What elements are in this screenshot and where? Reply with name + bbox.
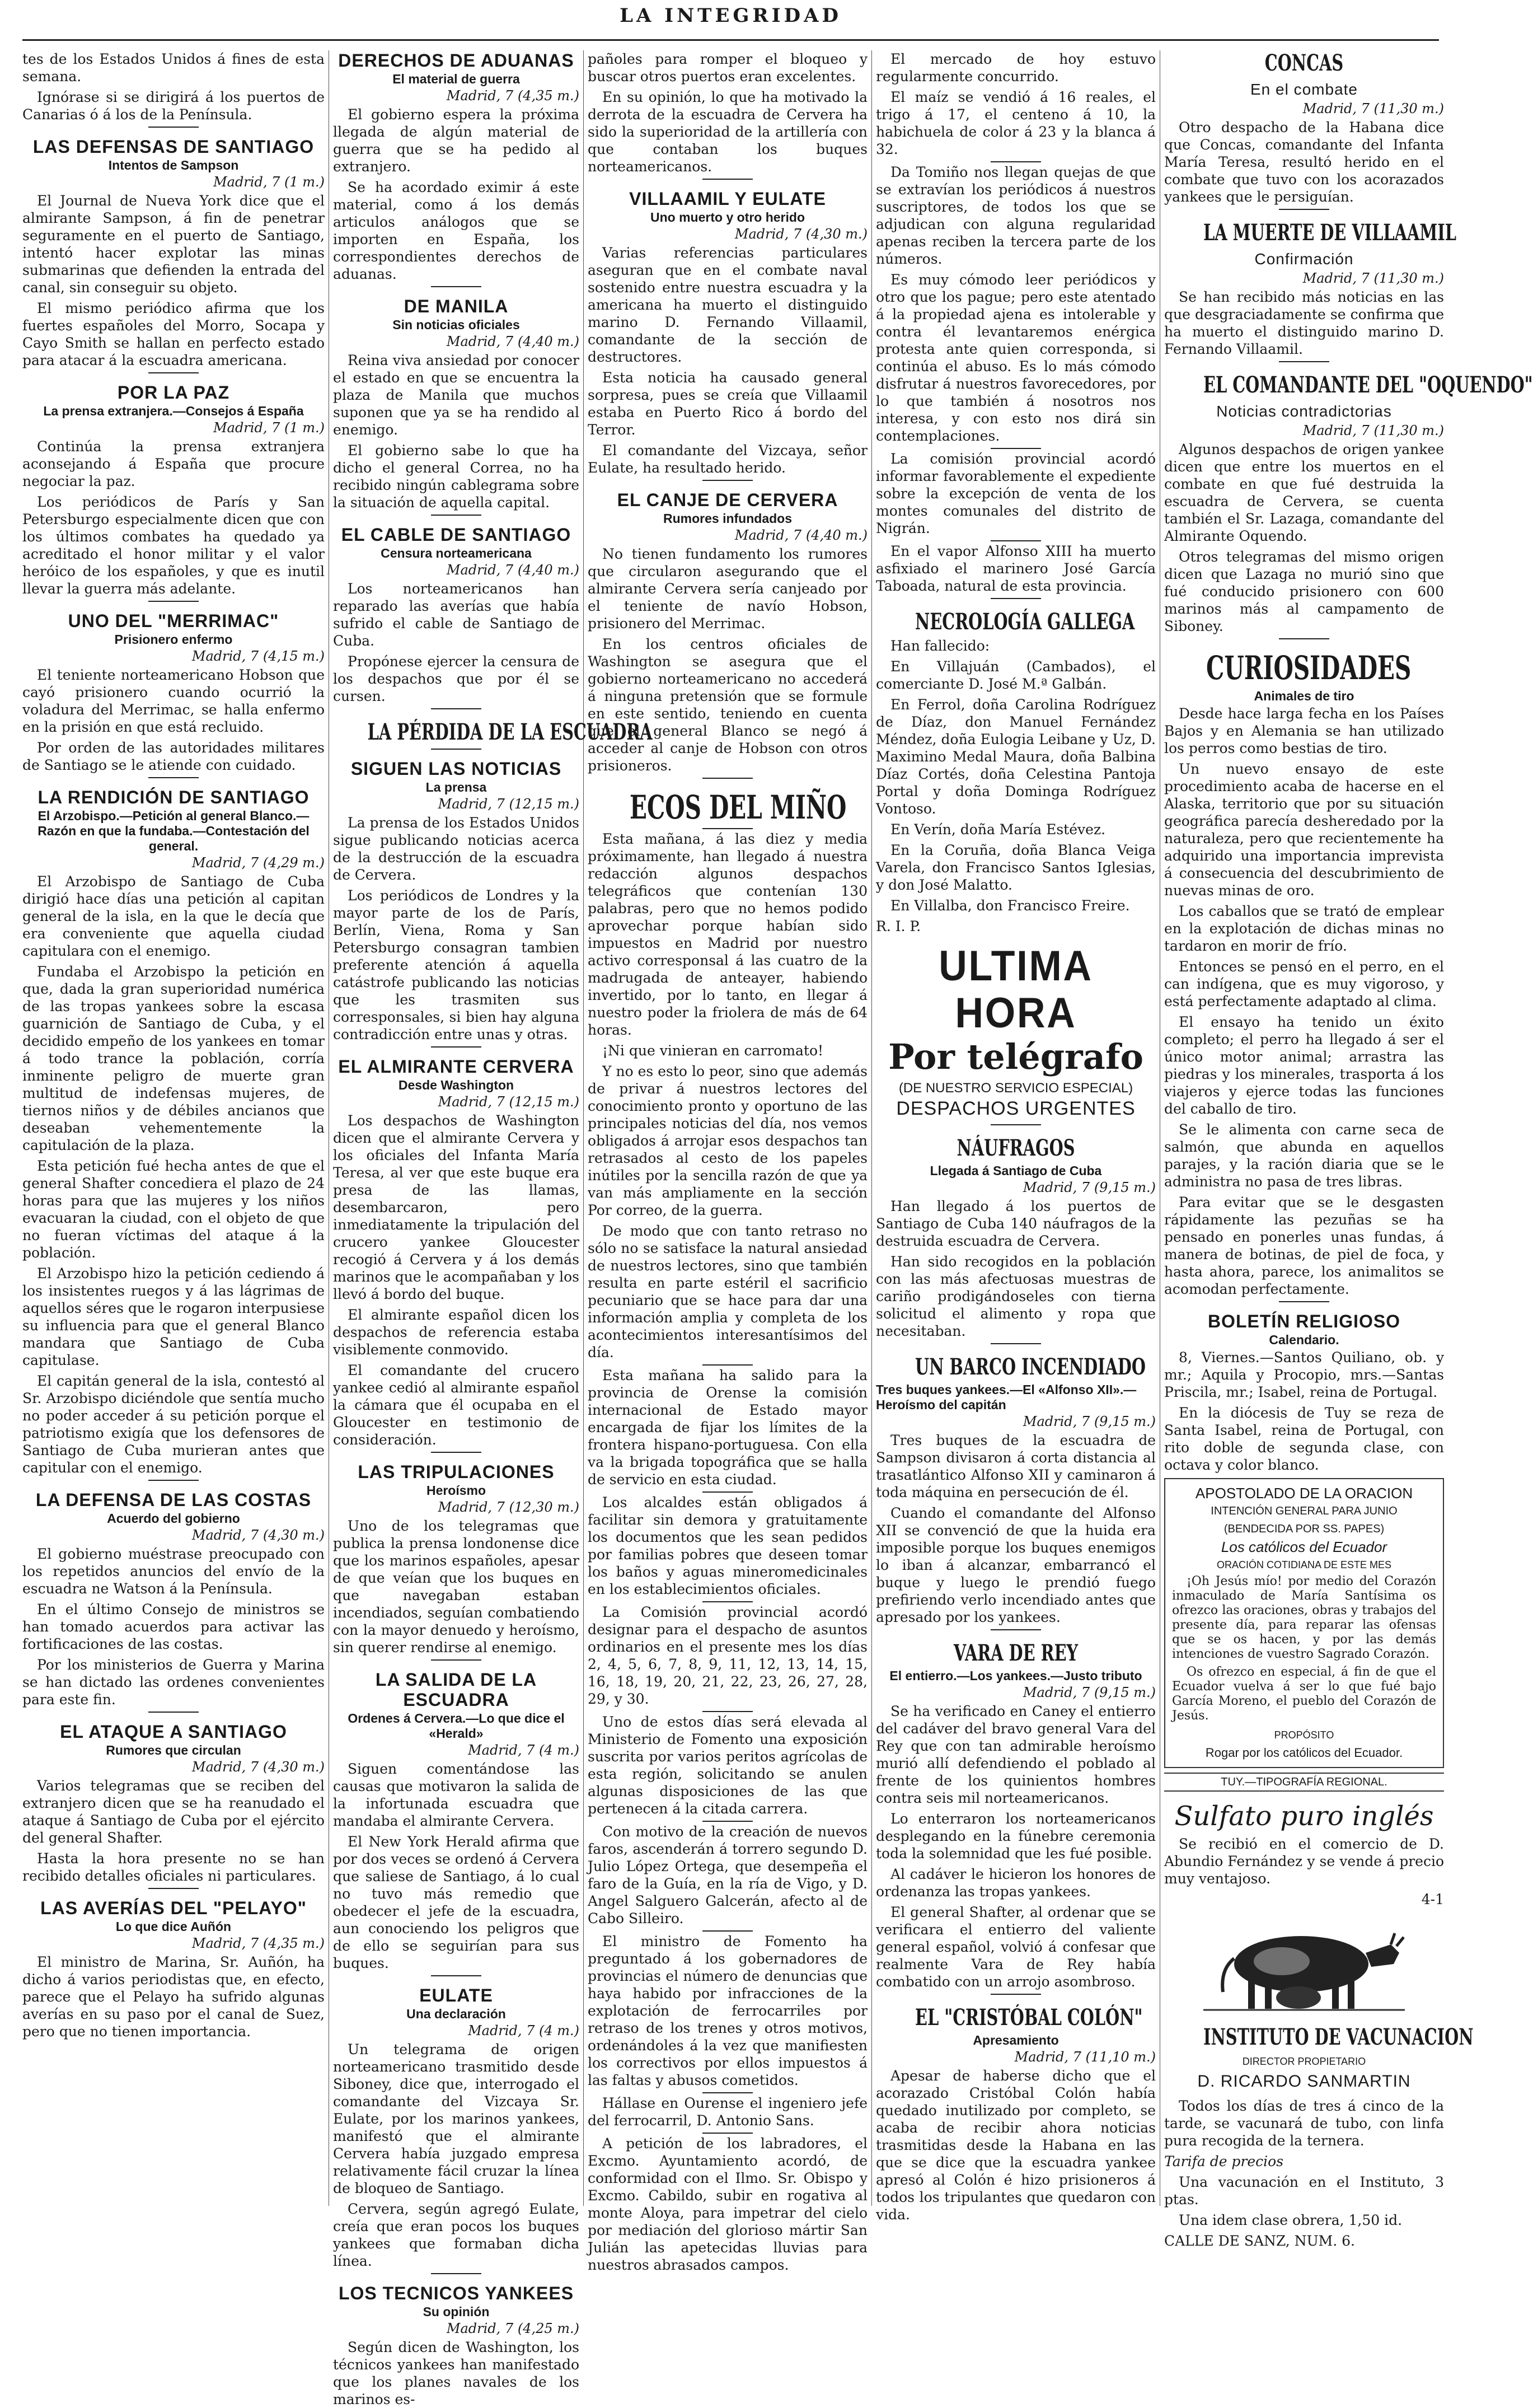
headline: SIGUEN LAS NOTICIAS xyxy=(350,759,562,779)
divider xyxy=(431,749,481,750)
ultima-hora-banner: ULTIMA HORA xyxy=(939,942,1093,1037)
article-text: El ministro de Fomento ha preguntado á los gobernadores de provincias el número de denuncias que haya habido por infracciones de la explotación de ferrocarriles por retraso de los trenes y otros motivos, ordenándoles á la vez que manifiesten los correctivos por ellos impuestos á las faltas y abusos cometidos. xyxy=(588,1933,868,2088)
article-text: El gobierno sabe lo que ha dicho el general Correa, no ha recibido ningún cablegrama sobre la situación de aquella capital. xyxy=(333,442,579,511)
article-text: El mismo periódico afirma que los fuertes españoles del Morro, Socapa y Cayo Smith se hallan en perfecto estado para atacar á la escuadra americana. xyxy=(22,300,325,368)
headline: EL ALMIRANTE CERVERA xyxy=(338,1056,574,1077)
article-text: Los periódicos de Londres y la mayor parte de los de París, Berlín, Viena, Roma y San Petersburgo consagran tambien preferente atención á aquella catástrofe publicando las noticias que les trasmiten sus corresponsales, si bien hay alguna contradicción entre unas y otras. xyxy=(333,887,579,1042)
divider xyxy=(1279,361,1329,362)
article-text: En Ferrol, doña Carolina Rodríguez de Díaz, don Manuel Fernández Méndez, doña Eulogia Leibane y Uz, D. Maximino Medal Maura, doña Balbina Díaz Cortés, doña Celestina Pantoja Portal y doña Dominga Rodríguez Vontoso. xyxy=(876,696,1156,817)
headline: DERECHOS DE ADUANAS xyxy=(338,50,574,71)
headline: LAS TRIPULACIONES xyxy=(358,1462,555,1482)
subheadline: Apresamiento xyxy=(973,2033,1059,2047)
article-text: En la Coruña, doña Blanca Veiga Varela, don Francisco Santos Iglesias, y don José Malatto. xyxy=(876,842,1156,893)
article-text: En el vapor Alfonso XIII ha muerto asfixiado el marinero José García Taboada, natural de esta provincia. xyxy=(876,543,1156,594)
dateline: Madrid, 7 (11,10 m.) xyxy=(1014,2049,1156,2065)
dateline: Madrid, 7 (4,35 m.) xyxy=(191,1935,325,1951)
divider xyxy=(991,161,1041,162)
subheadline: El Arzobispo.—Petición al general Blanco.—Razón en que la fundaba.—Contestación del general. xyxy=(37,808,310,853)
article-text: La Comisión provincial acordó designar para el despacho de asuntos ordinarios en el presente mes los días 2, 4, 5, 6, 7, 8, 9, 11, 12, 13, 14, 15, 16, 18, 19, 20, 21, 22, 23, 26, 27, 28, 29, y 30. xyxy=(588,1604,868,1707)
article-text: Varios telegramas que se reciben del extranjero dicen que se ha reanudado el ataque á Santiago de Cuba por el ejército del general Shafter. xyxy=(22,1778,325,1846)
article-text: Han fallecido: xyxy=(890,638,990,654)
article-text: En Verín, doña María Estévez. xyxy=(890,821,1106,838)
divider xyxy=(991,1124,1041,1125)
divider xyxy=(148,601,199,602)
article-text: Continúa la prensa extranjera aconsejando á España que procure negociar la paz. xyxy=(22,438,325,489)
divider xyxy=(702,179,753,180)
service-note: (DE NUESTRO SERVICIO ESPECIAL) xyxy=(898,1081,1133,1096)
column-2 xyxy=(333,50,653,2407)
dateline: Madrid, 7 (4,29 m.) xyxy=(191,855,325,871)
ad-text: Una idem clase obrera, 1,50 id. xyxy=(1179,2212,1403,2228)
article-text: En los centros oficiales de Washington se asegura que el gobierno norteamericano no accederá á ninguna pretensión que se formule en este sentido, teniendo en cuenta que el general Blanco se negó á acceder al canje de Hobson con otros prisioneros. xyxy=(588,636,868,774)
article-text: En su opinión, lo que ha motivado la derrota de la escuadra de Cervera ha sido la superioridad de la artillería con que contaban los buques norteamericanos. xyxy=(588,89,868,175)
article-text: Han sido recogidos en la población con las más afectuosas muestras de cariño prodigándoseles con tierna solicitud el alimento y ropa que necesitaban. xyxy=(876,1254,1156,1339)
subheadline: Una declaración xyxy=(406,2007,506,2021)
article-text: El capitán general de la isla, contestó al Sr. Arzobispo diciéndole que sentía mucho no poder acceder á su petición porque el patriotismo exigía que los defensores de Santiago de Cuba murieran antes que capitular con el enemigo. xyxy=(22,1373,325,1476)
article-text: El ministro de Marina, Sr. Auñón, ha dicho á varios periodistas que, en efecto, parece que el Pelayo ha sufrido algunas averías en su paso por el canal de Suez, pero que no tienen importancia. xyxy=(22,1954,325,2040)
article-text: Lo enterraron los norteamericanos desplegando en la fúnebre ceremonia toda la solemnidad que les fué posible. xyxy=(876,1811,1156,1862)
dateline: Madrid, 7 (4,40 m.) xyxy=(446,334,579,349)
article-text: El general Shafter, al ordenar que se verificara el entierro del valiente general español, volvió á confesar que realmente Vara de Rey había combatido con un arrojo asombroso. xyxy=(876,1904,1156,1990)
article-text: ¡Ni que vinieran en carromato! xyxy=(602,1042,824,1059)
article-text: Se ha acordado eximir á este material, como á los demás articulos análogos que se importen en España, los correspondientes derechos de aduanas. xyxy=(333,179,579,282)
article-text: Y no es esto lo peor, sino que además de privar á nuestros lectores del conocimiento pronto y oportuno de las principales noticias del día, nos vemos obligados á arrojar esos despachos tan retrasados al cesto de los papeles inútiles por la sencilla razón de que ya van más ampliamente en la sección Por correo, de la guerra. xyxy=(588,1063,868,1218)
divider xyxy=(702,1491,753,1493)
article-text: Hállase en Ourense el ingeniero jefe del ferrocarril, D. Antonio Sans. xyxy=(588,2095,868,2129)
headline: NÁUFRAGOS xyxy=(957,1135,1075,1161)
subheadline: Noticias contradictorias xyxy=(1216,403,1392,420)
box-line: Los católicos del Ecuador xyxy=(1221,1539,1387,1555)
divider xyxy=(991,540,1041,541)
headline: VILLAAMIL Y EULATE xyxy=(629,189,826,209)
subheadline: La prensa extranjera.—Consejos á España xyxy=(43,404,304,418)
subheadline: Prisionero enfermo xyxy=(114,632,233,647)
article-text: pañoles para romper el bloqueo y buscar otros puertos eran excelentes. xyxy=(588,51,868,85)
divider xyxy=(148,1888,199,1889)
article-text: Uno de los telegramas que publica la prensa londonense dice que los marinos españoles, apesar de que veían que los buques en que navegaban estaban incendiados, seguían combatiendo con la mayor denuedo y heroísmo, sin querer rendirse al enemigo. xyxy=(333,1518,579,1656)
box-title: APOSTOLADO DE LA ORACION xyxy=(1195,1485,1413,1502)
divider xyxy=(702,1711,753,1712)
article-text: 8, Viernes.—Santos Quiliano, ob. y mr.; Aquila y Procopio, mrs.—Santas Priscila, mr.; Isabel, reina de Portugal. xyxy=(1164,1349,1444,1400)
ad-text: Todos los días de tres á cinco de la tarde, se vacunará de tubo, con linfa pura recogida de la ternera. xyxy=(1164,2098,1444,2149)
ad-text: Una vacunación en el Instituto, 3 ptas. xyxy=(1164,2174,1444,2208)
divider xyxy=(702,2092,753,2093)
headline: EL COMANDANTE DEL "OQUENDO" xyxy=(1203,372,1533,398)
article-text: El maíz se vendió á 16 reales, el trigo á 17, el centeno á 10, la habichuela de color á 23 y la blanca á 32. xyxy=(876,89,1156,157)
article-text: Da Tomiño nos llegan quejas de que se extravían los periódicos á nuestros suscriptores, de todos los que se adjudican con alguna regularidad apenas reciben la tercera parte de los números. xyxy=(876,164,1156,267)
article-text: Se ha verificado en Caney el entierro del cadáver del bravo general Vara del Rey que con tan admirable heroísmo murió allí defendiendo el poblado al frente de los quinientos hombres contra seis mil norteamericanos. xyxy=(876,1703,1156,1806)
box-text: Os ofrezco en especial, á fin de que el Ecuador vuelva á ser lo que fué bajo García Moreno, el pueblo del Corazón de Jesús. xyxy=(1172,1665,1436,1723)
divider xyxy=(1279,638,1329,639)
article-text: Varias referencias particulares aseguran que en el combate naval sostenido entre nuestra escuadra y la americana ha muerto el distinguido marino D. Fernando Villaamil, comandante de la sección de destructores. xyxy=(588,245,868,365)
section-headline: NECROLOGÍA GALLEGA xyxy=(915,609,1135,635)
subheadline: Rumores que circulan xyxy=(106,1743,241,1757)
divider xyxy=(991,1629,1041,1630)
divider xyxy=(1279,209,1329,210)
divider xyxy=(991,448,1041,449)
dateline: Madrid, 7 (4 m.) xyxy=(468,1742,579,1758)
headline: LAS DEFENSAS DE SANTIAGO xyxy=(32,137,315,157)
masthead xyxy=(0,4,1461,38)
ad-sub: DIRECTOR PROPIETARIO xyxy=(1242,2056,1366,2067)
ad-text: Se recibió en el comercio de D. Abundio Fernández y se vende á precio muy ventajoso. xyxy=(1164,1836,1444,1887)
article-text: El gobierno muéstrase preocupado con los repetidos anuncios del envío de la escuadra ne Watson á la Península. xyxy=(22,1546,325,1597)
headline: LAS AVERÍAS DEL "PELAYO" xyxy=(40,1898,307,1918)
divider xyxy=(148,1480,199,1481)
article-text: Un nuevo ensayo de este procedimiento acaba de hacerse en el Alaska, territorio que por su situación geográfica parecía desheredado por la naturaleza, pero que recientemente ha adquirido una importancia imprevista á consecuencia del descubrimiento de nuevas minas de oro. xyxy=(1164,761,1444,899)
article-text: Otros telegramas del mismo origen dicen que Lazaga no murió sino que fué conducido prisionero con 600 marinos más al campamento de Siboney. xyxy=(1164,549,1444,634)
headline: EL ATAQUE A SANTIAGO xyxy=(60,1722,287,1742)
divider xyxy=(702,1601,753,1602)
dateline: Madrid, 7 (1 m.) xyxy=(213,420,325,436)
cow-illustration xyxy=(1198,1914,1410,2014)
headline: LA RENDICIÓN DE SANTIAGO xyxy=(37,787,310,807)
section-headline: LA PÉRDIDA DE LA ESCUADRA xyxy=(367,719,653,745)
section-headline: CURIOSIDADES xyxy=(1206,649,1412,687)
box-line: (BENDECIDA POR SS. PAPES) xyxy=(1223,1523,1385,1535)
article-text: Han llegado á los puertos de Santiago de Cuba 140 náufragos de la destruida escuadra de Cervera. xyxy=(876,1198,1156,1249)
subheadline: Desde Washington xyxy=(398,1078,514,1092)
ad-address: CALLE DE SANZ, NUM. 6. xyxy=(1164,2233,1355,2249)
divider xyxy=(148,1712,199,1713)
article-text: Un telegrama de origen norteamericano trasmitido desde Siboney, dice que, interrogado el comandante del Vizcaya Sr. Eulate, por los marinos yankees, manifestó que el almirante Cervera había juzgado empresa relativamente fácil cruzar la línea de bloqueo de Santiago. xyxy=(333,2041,579,2196)
article-text: Se le alimenta con carne seca de salmón, que abunda en aquellos parajes, y la ración diaria que se le administra no pasa de tres libras. xyxy=(1164,1121,1444,1190)
divider xyxy=(431,286,481,287)
headline: CONCAS xyxy=(1264,50,1344,76)
subheadline: Intentos de Sampson xyxy=(108,158,239,172)
article-text: De modo que con tanto retraso no sólo no se satisface la natural ansiedad de nuestros lectores, sino que también resulta en parte estéril el sacrificio pecuniario que se hace para dar una información amplia y completa de los acontecimientos interesantísimos del día. xyxy=(588,1223,868,1360)
subheadline: Lo que dice Auñón xyxy=(115,1919,232,1934)
dateline: Madrid, 7 (12,15 m.) xyxy=(438,796,579,812)
box-line: ORACIÓN COTIDIANA DE ESTE MES xyxy=(1216,1559,1392,1570)
divider xyxy=(702,1930,753,1932)
dateline: Madrid, 7 (11,30 m.) xyxy=(1302,423,1444,438)
divider xyxy=(431,515,481,516)
divider xyxy=(702,1821,753,1822)
article-text: El gobierno espera la próxima llegada de algún material de guerra que se ha pedido al extranjero. xyxy=(333,106,579,175)
article-text: Propónese ejercer la censura de los despachos que por él se cursen. xyxy=(333,653,579,704)
dateline: Madrid, 7 (12,30 m.) xyxy=(438,1499,579,1515)
dateline: Madrid, 7 (4,40 m.) xyxy=(446,562,579,578)
divider xyxy=(431,1659,481,1661)
article-text: Algunos despachos de origen yankee dicen que entre los muertos en el combate en que fué destruida la escuadra de Cervera, se cuenta también el Sr. Lazaga, comandante del Almirante Oquendo. xyxy=(1164,441,1444,544)
ad-number: 4-1 xyxy=(1421,1891,1444,1907)
article-text: Esta mañana, á las diez y media próximamente, han llegado á nuestra redacción algunos despachos telegráficos que contenían 130 palabras, pero que no hemos podido aprovechar porque habían sido impuestos en Madrid por nuestro activo corresponsal á las cuatro de la madrugada de anteayer, habiendo invertido, por lo tanto, en llegar á nuestro poder la friolera de más de 64 horas. xyxy=(588,831,868,1038)
ad-title: INSTITUTO DE VACUNACION xyxy=(1203,2024,1474,2050)
article-text: Es muy cómodo leer periódicos y otro que los pague; pero este atentado á la propiedad ajena es intolerable y contra él levantaremos enérgica protesta ante quien corresponda, si continúa el abuso. Es lo más cómodo disfrutar á nuestros favorecedores, por lo que también á nosotros nos interesa, y con esto nos dirá sin contemplaciones. xyxy=(876,272,1156,444)
subheadline: Confirmación xyxy=(1254,250,1354,268)
divider xyxy=(431,2273,481,2274)
article-text: Apesar de haberse dicho que el acorazado Cristóbal Colón había quedado inutilizado por completo, se acaba de recibir ahora noticias trasmitidas desde la Habana en las que se dice que la escuadra yankee apresó al Colón é hizo prisioneros á todos los tripulantes que quedaron con vida. xyxy=(876,2068,1156,2223)
dateline: Madrid, 7 (9,15 m.) xyxy=(1023,1180,1156,1195)
article-text: Otro despacho de la Habana dice que Concas, comandante del Infanta María Teresa, resultó herido en el combate que tuvo con los acorazados yankees que le persiguían. xyxy=(1164,119,1444,205)
article-text: Esta petición fué hecha antes de que el general Shafter concediera el plazo de 24 horas para que las mujeres y los niños evacuaran la ciudad, con el objeto de que no fueran víctimas del ataque á la población. xyxy=(22,1158,325,1261)
article-text: Los caballos que se trató de emplear en la explotación de dichas minas no tardaron en morir de frío. xyxy=(1164,903,1444,954)
dateline: Madrid, 7 (4,25 m.) xyxy=(446,2321,579,2336)
apostolado-box xyxy=(1164,1478,1444,1768)
subheadline: En el combate xyxy=(1250,81,1358,98)
article-text: Fundaba el Arzobispo la petición en que, dada la gran superioridad numérica de las tropas yankees sobre la escasa guarnición de Santiago de Cuba, y el decidido empeño de los yankees en tomar á todo trance la población, corría inminente peligro de muerte gran multitud de indefensas mujeres, de tiernos niños y de débiles ancianos que deseaban vehementemente la capitulación de la plaza. xyxy=(22,964,325,1153)
dateline: Madrid, 7 (1 m.) xyxy=(213,174,325,190)
column-divider xyxy=(583,50,584,2206)
rip: R. I. P. xyxy=(876,918,921,934)
subheadline: Sin noticias oficiales xyxy=(392,317,520,332)
dateline: Madrid, 7 (9,15 m.) xyxy=(1023,1414,1156,1429)
divider xyxy=(148,372,199,373)
article-text: En Villajuán (Cambados), el comerciante D. José M.ª Galbán. xyxy=(876,658,1156,692)
article-text: No tienen fundamento los rumores que circularon asegurando que el almirante Cervera sería canjeado por el teniente de navío Hobson, prisionero del Merrimac. xyxy=(588,546,868,632)
headline: BOLETÍN RELIGIOSO xyxy=(1207,1311,1401,1331)
divider xyxy=(702,1364,753,1366)
subheadline: Rumores infundados xyxy=(663,511,792,526)
article-text: A petición de los labradores, el Excmo. Ayuntamiento acordó, de conformidad con el Ilmo. Sr. Obispo y Excmo. Cabildo, subir en rogativa al monte Aloya, para impetrar del cielo por mediación del glorioso mártir San Julián las apetecidas lluvias para nuestros abrasados campos. xyxy=(588,2135,868,2273)
article-text: En el último Consejo de ministros se han tomado acuerdos para activar las fortificaciones de las costas. xyxy=(22,1601,325,1652)
subheadline: Calendario. xyxy=(1269,1332,1339,1347)
divider xyxy=(702,778,753,779)
masthead-title: LA INTEGRIDAD xyxy=(620,4,842,27)
subheadline: El entierro.—Los yankees.—Justo tributo xyxy=(889,1668,1142,1683)
article-text: Cervera, según agregó Eulate, creía que eran pocos los buques yankees que formaban dicha línea. xyxy=(333,2201,579,2269)
article-text: El comandante del crucero yankee cedió al almirante español la cámara que él ocupaba en el Gloucester en testimonio de consideración. xyxy=(333,1362,579,1448)
subheadline: Tres buques yankees.—El «Alfonso XII».—Heroísmo del capitán xyxy=(876,1382,1137,1412)
divider xyxy=(431,1452,481,1453)
column-4 xyxy=(876,50,1156,2223)
divider xyxy=(702,2133,753,2134)
column-3 xyxy=(588,50,868,2273)
article-text: Hasta la hora presente no se han recibido detalles oficiales ni particulares. xyxy=(22,1850,325,1884)
article-text: El Journal de Nueva York dice que el almirante Sampson, á fin de penetrar seguramente en el puerto de Santiago, intentó hacer explotar las minas submarinas que defienden la entrada del canal, sin conseguir su objeto. xyxy=(22,193,325,296)
ad-title: Sulfato puro inglés xyxy=(1174,1801,1434,1832)
dateline: Madrid, 7 (4,40 m.) xyxy=(734,527,868,543)
article-text: Desde hace larga fecha en los Países Bajos y en Alemania se han utilizado los perros como bestias de tiro. xyxy=(1164,705,1444,756)
article-text: Cuando el comandante del Alfonso XII se convenció de que la huida era imposible porque los buques enemigos lo iban á alcanzar, embarrancó el buque y luego le prendió fuego prefiriendo verlo incendiado antes que apresado por los yankees. xyxy=(876,1505,1156,1625)
article-text: El teniente norteamericano Hobson que cayó prisionero cuando ocurrió la voladura del Merrimac, se halla enfermo en la prisión en que está recluido. xyxy=(22,667,325,735)
dateline: Madrid, 7 (4,15 m.) xyxy=(191,648,325,664)
article-text: Tres buques de la escuadra de Sampson divisaron á corta distancia al trasatlántico Alfonso XII y caminaron á toda máquina en persecución de él. xyxy=(876,1432,1156,1500)
box-line: INTENCIÓN GENERAL PARA JUNIO xyxy=(1211,1505,1398,1517)
column-1 xyxy=(22,50,325,2206)
headline: VARA DE REY xyxy=(953,1640,1079,1666)
divider xyxy=(148,127,199,128)
subheadline: Heroísmo xyxy=(426,1483,486,1498)
dateline: Madrid, 7 (9,15 m.) xyxy=(1023,1685,1156,1700)
subheadline: La prensa xyxy=(425,780,487,794)
headline: LA DEFENSA DE LAS COSTAS xyxy=(35,1490,312,1510)
printer-line: TUY.—TIPOGRAFÍA REGIONAL. xyxy=(1164,1773,1444,1792)
article-text: El mercado de hoy estuvo regularmente concurrido. xyxy=(876,51,1156,85)
por-telegrafo: Por telégrafo xyxy=(888,1036,1143,1077)
dateline: Madrid, 7 (11,30 m.) xyxy=(1302,101,1444,116)
box-text: ¡Oh Jesús mío! por medio del Corazón inmaculado de María Santísima os ofrezco las oraciones, obras y trabajos del presente día, para reparar las ofensas que se os hacen, y por las demás intenciones de vuestro Sagrado Corazón. xyxy=(1172,1574,1436,1661)
column-divider xyxy=(871,50,872,2206)
article-text: Con motivo de la creación de nuevos faros, ascenderán á torrero segundo D. Julio López Ortega, que desempeña el faro de la Guía, en la ría de Vigo, y D. Angel Salguero Galcerán, afecto al de Cabo Silleiro. xyxy=(588,1823,868,1927)
article-text: tes de los Estados Unidos á fines de esta semana. xyxy=(22,51,325,85)
article-text: Ignórase si se dirigirá á los puertos de Canarias ó á los de la Península. xyxy=(22,89,325,123)
divider xyxy=(991,1994,1041,1995)
article-text: El almirante español dicen los despachos de referencia estaba visiblemente conmovido. xyxy=(333,1307,579,1358)
divider xyxy=(431,1975,481,1976)
dateline: Madrid, 7 (4,35 m.) xyxy=(446,88,579,104)
headline: EL "CRISTÓBAL COLÓN" xyxy=(915,2004,1143,2031)
headline: EL CABLE DE SANTIAGO xyxy=(341,525,571,545)
article-text: Los alcaldes están obligados á facilitar sin demora y gratuitamente los documentos que les sean pedidos por familias pobres que deseen tomar los baños y aguas mineromedicinales en los establecimientos oficiales. xyxy=(588,1494,868,1597)
subheadline: Ordenes á Cervera.—Lo que dice el «Herald» xyxy=(348,1711,565,1741)
headline: LA SALIDA DE LA ESCUADRA xyxy=(375,1670,537,1710)
subheadline: Llegada á Santiago de Cuba xyxy=(930,1163,1102,1178)
article-text: Los periódicos de París y San Petersburgo especialmente dicen que con los últimos combates ha quedado ya acreditado el honor militar y el valor heróico de los españoles, y que es inutil llevar la guerra más adelante. xyxy=(22,494,325,597)
box-line: Rogar por los católicos del Ecuador. xyxy=(1205,1746,1403,1760)
article-text: Los despachos de Washington dicen que el almirante Cervera y los oficiales del Infanta María Teresa, al ver que este buque era presa de las llamas, desembarcaron, pero inmediatamente la tripulación del crucero yankee Gloucester recogió á Cervera y á los demás marinos que le acompañaban y los llevó á bordo del buque. xyxy=(333,1112,579,1302)
article-text: Para evitar que se le desgasten rápidamente las pezuñas se ha pensado en ponerles unas fundas, á manera de botinas, de piel de foca, y hasta ahora, parece, los animalitos se acomodan perfectamente. xyxy=(1164,1194,1444,1297)
article-text: El ensayo ha tenido un éxito completo; el perro ha llegado á ser el único motor animal; arrastra las piedras y los minerales, trasporta á los viajeros y ejerce todas las funciones del caballo de tiro. xyxy=(1164,1014,1444,1117)
article-text: Uno de estos días será elevada al Ministerio de Fomento una exposición suscrita por varios peritos agrícolas de esta región, solicitando se anulen algunas disposiciones de las que pertenecen á la citada carrera. xyxy=(588,1714,868,1817)
article-text: La prensa de los Estados Unidos sigue publicando noticias acerca de la destrucción de la escuadra de Cervera. xyxy=(333,815,579,883)
divider xyxy=(1279,1301,1329,1302)
article-text: Los norteamericanos han reparado las averías que había sufrido el cable de Santiago de Cuba. xyxy=(333,581,579,649)
article-text: La comisión provincial acordó informar favorablemente el expediente sobre la excepción de venta de los montes comunales del distrito de Nigrán. xyxy=(876,451,1156,536)
headline: DE MANILA xyxy=(404,296,509,316)
article-text: En la diócesis de Tuy se reza de Santa Isabel, reina de Portugal, con rito doble de segunda clase, con octava y color blanco. xyxy=(1164,1405,1444,1473)
divider xyxy=(431,708,481,709)
subheadline: El material de guerra xyxy=(392,72,520,86)
dateline: Madrid, 7 (12,15 m.) xyxy=(438,1094,579,1110)
article-text: Entonces se pensó en el perro, en el can indígena, que es muy vigoroso, y está perfectamente adaptado al clima. xyxy=(1164,958,1444,1009)
dateline: Madrid, 7 (4 m.) xyxy=(468,2023,579,2038)
headline: POR LA PAZ xyxy=(117,382,230,403)
headline: UNO DEL "MERRIMAC" xyxy=(68,611,279,631)
subheadline: Censura norteamericana xyxy=(381,546,532,560)
article-text: Esta noticia ha causado general sorpresa, pues se creía que Villaamil estaba en Puerto Rico á bordo del Terror. xyxy=(588,370,868,438)
headline: LOS TECNICOS YANKEES xyxy=(338,2283,574,2303)
despachos-urgentes: DESPACHOS URGENTES xyxy=(896,1098,1136,1119)
divider xyxy=(991,1343,1041,1344)
divider xyxy=(702,828,753,829)
article-text: Por orden de las autoridades militares de Santiago se le atiende con cuidado. xyxy=(22,740,325,773)
divider xyxy=(702,480,753,481)
article-text: El New York Herald afirma que por dos veces se ordenó á Cervera que saliese de Santiago, á lo cual no tuvo más remedio que obedecer el jefe de la escuadra, aun conociendo los peligros que de ello se seguirían para sus buques. xyxy=(333,1834,579,1971)
headline: EL CANJE DE CERVERA xyxy=(617,490,838,510)
headline: UN BARCO INCENDIADO xyxy=(915,1354,1146,1380)
divider xyxy=(991,598,1041,599)
article-text: Esta mañana ha salido para la provincia de Orense la comisión internacional de Estado mayor encargada de fijar los límites de la frontera hispano-portuguesa. Con ella va la brigada topográfica que se halla de servicio en esta ciudad. xyxy=(588,1367,868,1488)
article-text: Se han recibido más noticias en las que desgraciadamente se confirma que ha muerto el distinguido marino D. Fernando Villaamil. xyxy=(1164,289,1444,357)
subheadline: Acuerdo del gobierno xyxy=(107,1511,240,1526)
article-text: Según dicen de Washington, los técnicos yankees han manifestado que los planes navales de los marinos es- xyxy=(333,2339,579,2407)
box-line: PROPÓSITO xyxy=(1274,1729,1334,1741)
article-text: Por los ministerios de Guerra y Marina se han dictado las ordenes convenientes para este fin. xyxy=(22,1657,325,1708)
dateline: Madrid, 7 (4,30 m.) xyxy=(734,226,868,242)
dateline: Madrid, 7 (11,30 m.) xyxy=(1302,270,1444,286)
dateline: Madrid, 7 (4,30 m.) xyxy=(191,1759,325,1775)
subheadline: Animales de tiro xyxy=(1254,689,1354,703)
article-text: El Arzobispo de Santiago de Cuba dirigió hace días una petición al capitan general de la isla, en la que le decía que era conveniente que aquella ciudad capitulara con el enemigo. xyxy=(22,873,325,959)
masthead-rule xyxy=(22,39,1439,41)
divider xyxy=(148,777,199,778)
divider xyxy=(431,1046,481,1048)
article-text: En Villalba, don Francisco Freire. xyxy=(890,897,1130,914)
article-text: El comandante del Vizcaya, señor Eulate, ha resultado herido. xyxy=(588,442,868,476)
ad-name: D. RICARDO SANMARTIN xyxy=(1197,2072,1411,2091)
headline: EULATE xyxy=(419,1985,493,2005)
article-text: El Arzobispo hizo la petición cediendo á los insistentes ruegos y á las lágrimas de aquellos séres que le rogaron interpusiese su influencia para que el general Blanco mandara que Santiago de Cuba capitulase. xyxy=(22,1265,325,1368)
subheadline: Su opinión xyxy=(423,2304,490,2319)
section-headline: ECOS DEL MIÑO xyxy=(630,788,847,826)
article-text: Al cadáver le hicieron los honores de ordenanza las tropas yankees. xyxy=(876,1866,1156,1900)
column-5 xyxy=(1164,50,1533,2249)
subheadline: Uno muerto y otro herido xyxy=(650,210,805,225)
article-text: Reina viva ansiedad por conocer el estado en que se encuentra la plaza de Manila que muchos suponen que ya se ha rendido al enemigo. xyxy=(333,352,579,438)
ad-text: Tarifa de precios xyxy=(1164,2153,1284,2169)
headline: LA MUERTE DE VILLAAMIL xyxy=(1203,219,1456,246)
dateline: Madrid, 7 (4,30 m.) xyxy=(191,1527,325,1543)
article-text: Siguen comentándose las causas que motivaron la salida de la infortunada escuadra que mandaba el almirante Cervera. xyxy=(333,1761,579,1829)
